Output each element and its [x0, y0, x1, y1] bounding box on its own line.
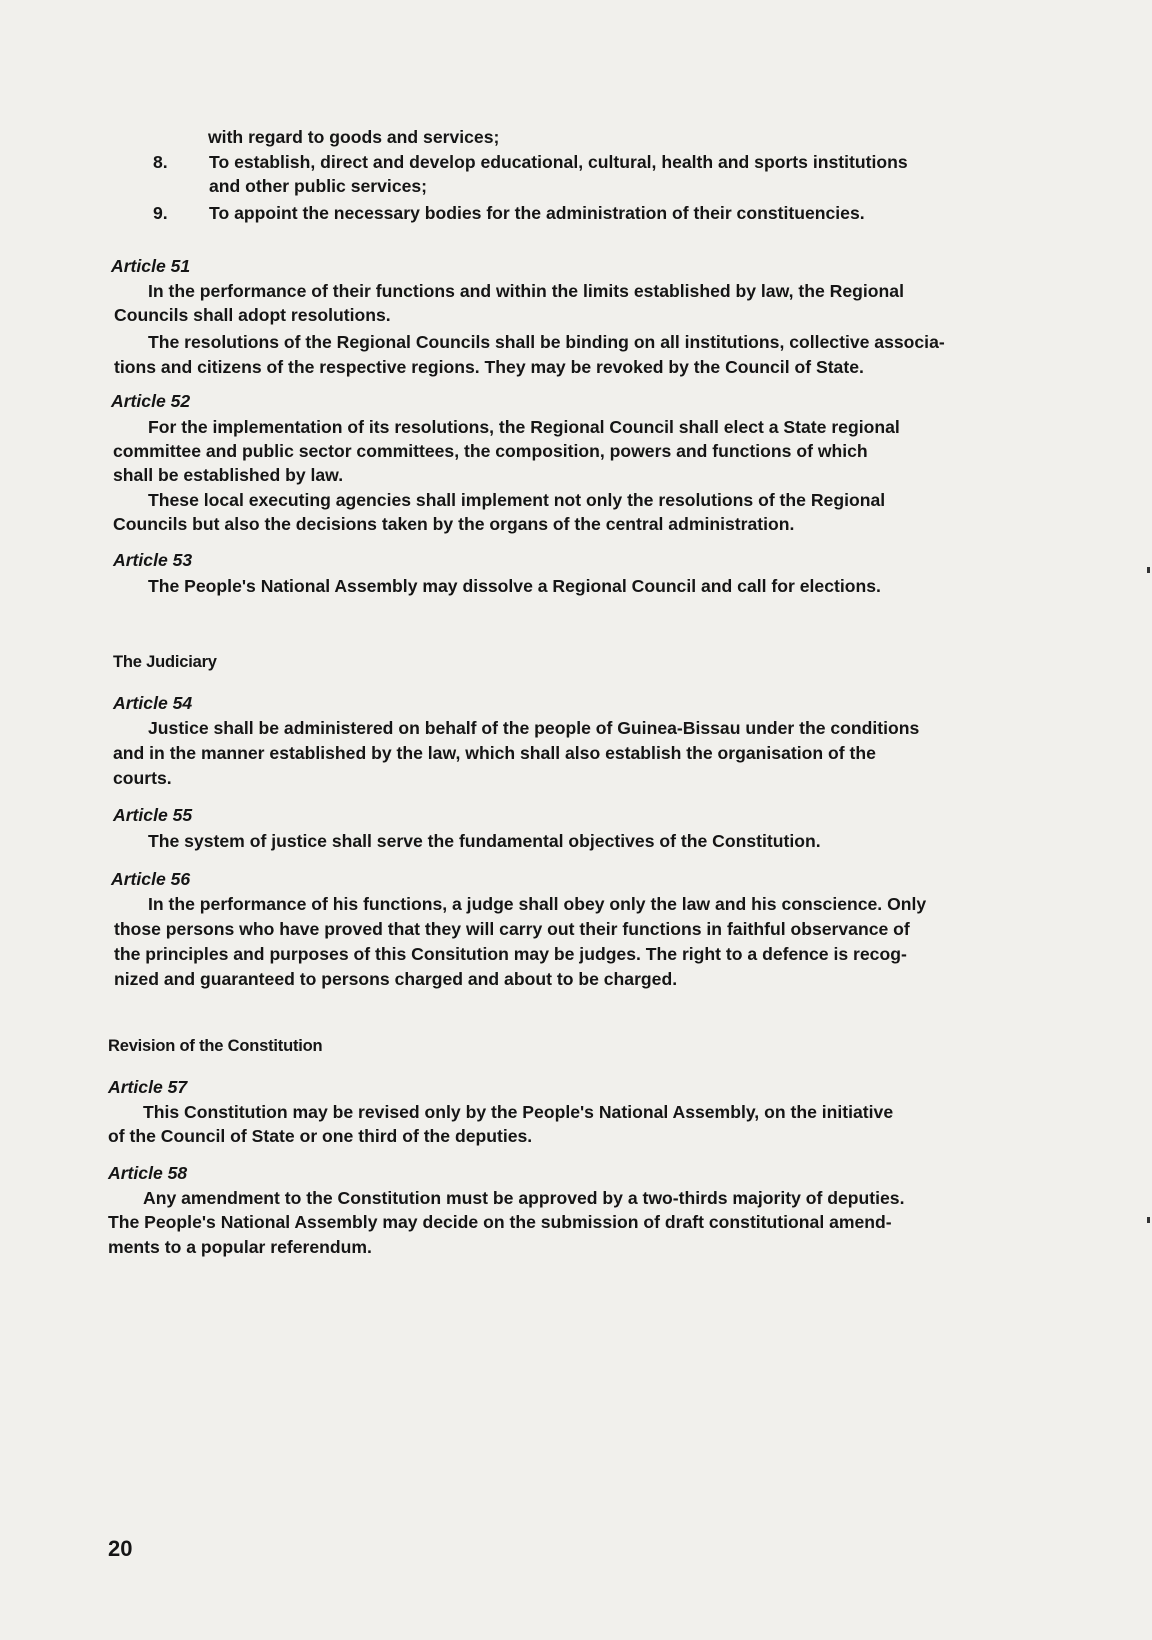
list-continuation: with regard to goods and services;: [208, 127, 500, 147]
article-54-p1-line-3: courts.: [113, 768, 172, 788]
article-57-p1-line-1: This Constitution may be revised only by the People's National Assembly, on the initiative: [143, 1102, 894, 1122]
list-item-8-line-2: and other public services;: [209, 176, 428, 196]
article-55-p1-line-1: The system of justice shall serve the fundamental objectives of the Constitution.: [148, 831, 821, 851]
article-52-p1-line-1: For the implementation of its resolutions, the Regional Council shall elect a State regional: [148, 417, 900, 437]
article-58-p1-line-1: Any amendment to the Constitution must be approved by a two-thirds majority of deputies.: [143, 1188, 905, 1208]
list-item-9-line-1: To appoint the necessary bodies for the administration of their constituencies.: [209, 203, 865, 223]
article-55-heading: Article 55: [113, 805, 193, 825]
page-number: 20: [108, 1536, 133, 1561]
article-51-p2-line-1: The resolutions of the Regional Councils shall be binding on all institutions, collective associa-: [148, 332, 945, 352]
article-51-p2-line-2: tions and citizens of the respective regions. They may be revoked by the Council of State.: [114, 357, 864, 377]
list-number-9: 9.: [153, 203, 168, 223]
article-51-p1-line-1: In the performance of their functions and within the limits established by law, the Regional: [148, 281, 904, 301]
article-56-p1-line-1: In the performance of his functions, a judge shall obey only the law and his conscience. Only: [148, 894, 927, 914]
article-56-p1-line-3: the principles and purposes of this Consitution may be judges. The right to a defence is recog-: [114, 944, 907, 964]
article-52-p1-line-3: shall be established by law.: [113, 465, 344, 485]
article-54-p1-line-2: and in the manner established by the law, which shall also establish the organisation of the: [113, 743, 876, 763]
article-54-p1-line-1: Justice shall be administered on behalf of the people of Guinea-Bissau under the conditions: [148, 718, 920, 738]
article-53-p1-line-1: The People's National Assembly may dissolve a Regional Council and call for elections.: [148, 576, 881, 596]
article-56-heading: Article 56: [111, 869, 191, 889]
article-58-p1-line-2: The People's National Assembly may decide on the submission of draft constitutional amend-: [108, 1212, 892, 1232]
article-56-p1-line-4: nized and guaranteed to persons charged and about to be charged.: [114, 969, 678, 989]
article-54-heading: Article 54: [113, 693, 193, 713]
article-52-p2-line-2: Councils but also the decisions taken by the organs of the central administration.: [113, 514, 795, 534]
article-53-heading: Article 53: [113, 550, 193, 570]
article-56-p1-line-2: those persons who have proved that they will carry out their functions in faithful observance of: [114, 919, 910, 939]
article-52-p2-line-1: These local executing agencies shall implement not only the resolutions of the Regional: [148, 490, 886, 510]
scan-edge-mark: [1147, 1217, 1150, 1223]
article-52-heading: Article 52: [111, 391, 191, 411]
scan-edge-mark: [1147, 567, 1150, 573]
article-57-p1-line-2: of the Council of State or one third of the deputies.: [108, 1126, 533, 1146]
list-number-8: 8.: [153, 152, 168, 172]
article-51-p1-line-2: Councils shall adopt resolutions.: [114, 305, 391, 325]
article-58-heading: Article 58: [108, 1163, 188, 1183]
article-58-p1-line-3: ments to a popular referendum.: [108, 1237, 372, 1257]
article-52-p1-line-2: committee and public sector committees, the composition, powers and functions of which: [113, 441, 868, 461]
section-heading-judiciary: The Judiciary: [113, 653, 217, 671]
article-51-heading: Article 51: [111, 256, 191, 276]
article-57-heading: Article 57: [108, 1077, 188, 1097]
section-heading-revision: Revision of the Constitution: [108, 1037, 323, 1055]
list-item-8-line-1: To establish, direct and develop educational, cultural, health and sports institutions: [209, 152, 908, 172]
